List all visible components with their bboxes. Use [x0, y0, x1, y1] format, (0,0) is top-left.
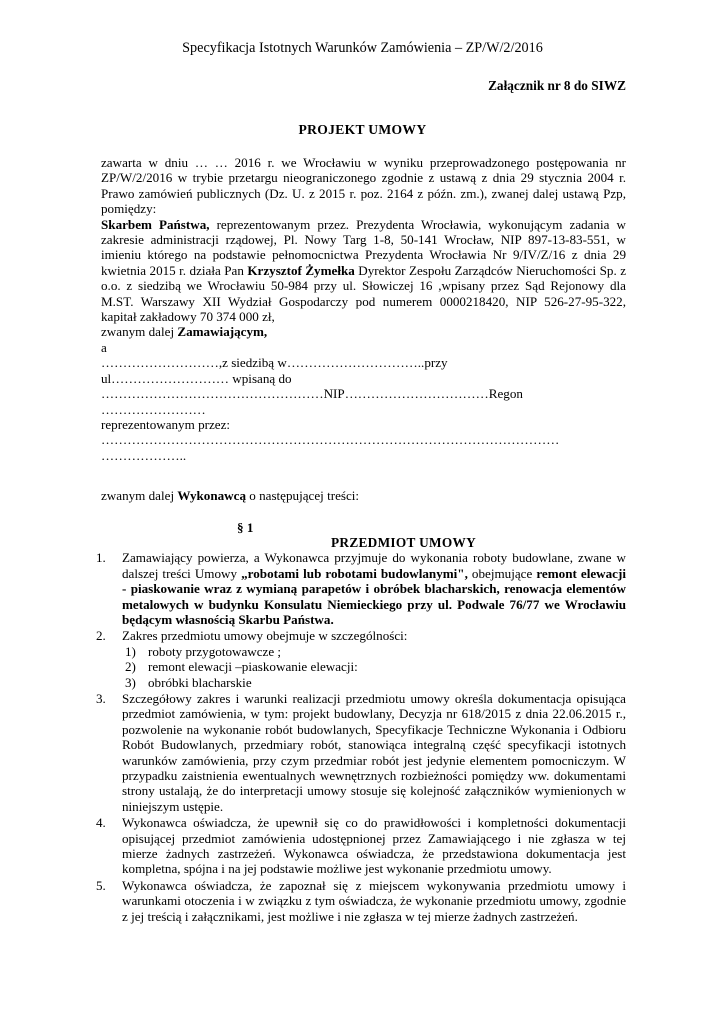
sub-list-item [122, 644, 626, 659]
document-body [96, 155, 627, 925]
represented-by: reprezentowanym przez: [101, 416, 231, 432]
party1-called-name: Zamawiającym, [177, 324, 268, 340]
party1-called [101, 324, 626, 339]
item-number: 5. [96, 877, 106, 893]
list-item [96, 877, 626, 924]
contractor-line-1: ………………………,z siedzibą w…………………………..przy [101, 355, 448, 371]
party2-called-suffix: o następującej treści: [246, 488, 360, 504]
party2-called-name: Wykonawcą [177, 488, 246, 504]
item-number: 1. [96, 550, 106, 566]
sub-list-item [122, 659, 626, 674]
sub-item-number: 1) [125, 643, 136, 659]
contractor-line-3: ……………………………………………NIP……………………………Regon [101, 386, 523, 402]
party1-person: Krzysztof Żymełka [247, 262, 355, 278]
list-item [96, 691, 626, 814]
item-bold-scope: remont elewacji - piaskowanie wraz z wymianą parapetów i obróbek blacharskich, renowacja elementów metalowych w budynku Konsulatu Niemieckiego przy ul. Podwale 76/77 we Wrocławiu będącym własnością Skarbu Państwa. [122, 565, 626, 627]
sub-item-number: 2) [125, 659, 136, 675]
item-number: 2. [96, 628, 106, 644]
item-text: Wykonawca oświadcza, że upewnił się co do prawidłowości i kompletności dokumentacji opisującej przedmiot zamówienia udostępnionej przez Zamawiającego i nie zgłasza w tej mierze żadnych zastrzeżeń. Wykonawca oświadcza, że przedstawiona dokumentacja jest kompletna, spójna i na jej podstawie możliwe jest wykonanie przedmiotu umowy. [122, 815, 626, 877]
item-bold-term: „robotami lub robotami budowlanymi", [241, 565, 468, 581]
party1-called-prefix: zwanym dalej [101, 324, 178, 340]
intro-paragraph: zawarta w dniu … … 2016 r. we Wrocławiu w wyniku przeprowadzonego postępowania nr ZP/W/2/2016 w trybie przetargu nieograniczonego zgodnie z ustawą z dnia 29 stycznia 2004 r. Prawo zamówień publicznych (Dz. U. z 2015 r. poz. 2164 z późn. zm.), zwanej dalej ustawą Pzp, pomiędzy: [101, 155, 626, 217]
section-title: PRZEDMIOT UMOWY [331, 534, 476, 550]
attachment-label: Załącznik nr 8 do SIWZ [488, 78, 626, 93]
sub-item-text: remont elewacji –piaskowanie elewacji: [148, 659, 358, 675]
party1-paragraph [101, 217, 626, 325]
list-item [96, 815, 626, 877]
contractor-line-5: …………………………………………………………………………………………… [101, 432, 560, 448]
sub-list [122, 644, 626, 690]
section-number: § 1 [237, 519, 254, 535]
section-items [96, 550, 626, 924]
item-number: 4. [96, 815, 106, 831]
conjunction: a [101, 339, 107, 355]
item-text: Wykonawca oświadcza, że zapoznał się z miejscem wykonywania przedmiotu umowy i warunkami otoczenia i w związku z tym oświadcza, że wykonanie przedmiotu umowy, zgodnie z jej treścią i załącznikami, jest możliwe i nie zgłasza w tej mierze żadnych zastrzeżeń. [122, 877, 626, 924]
sub-item-text: obróbki blacharskie [148, 674, 252, 690]
item-text: Zakres przedmiotu umowy obejmuje w szczególności: [122, 628, 408, 644]
party1-name: Skarbem Państwa, [101, 216, 210, 232]
list-item [96, 550, 626, 627]
party2-called [101, 488, 626, 503]
sub-list-item [122, 675, 626, 690]
document-title: PROJEKT UMOWY [298, 122, 427, 137]
sub-item-text: roboty przygotowawcze ; [148, 643, 282, 659]
contractor-line-2: ul……………………… wpisaną do [101, 370, 292, 386]
page-header: Specyfikacja Istotnych Warunków Zamówienia – ZP/W/2/2016 [182, 40, 543, 56]
list-item [96, 628, 626, 690]
item-text: Zamawiający powierza, a Wykonawca przyjmuje do wykonania roboty budowlane, zwane w dalszej treści Umowy [122, 550, 626, 581]
party2-called-prefix: zwanym dalej [101, 488, 178, 504]
party1-text-b: Dyrektor Zespołu Zarządców Nieruchomości Sp. z o.o. z siedzibą we Wrocławiu 50-984 przy ul. Słowiczej 16 ,wpisany przez Sąd Rejonowy dla M.ST. Warszawy XII Wydział Gospodarczy pod numerem 0000218420, NIP 526-27-95-322, kapitał zakładowy 70 374 000 zł, [101, 262, 627, 325]
contractor-line-4: …………………… [101, 401, 206, 417]
item-text-mid: obejmujące [467, 565, 537, 581]
item-text: Szczegółowy zakres i warunki realizacji przedmiotu umowy określa dokumentacja opisująca przedmiot zamówienia, w tym: projekt budowlany, Decyzja nr 618/2015 z dnia 22.06.2015 r., pozwolenie na wykonanie robót budowlanych, Specyfikacje Techniczne Wykonania i Odbioru Robót Budowlanych, przedmiary robót, stanowiąca integralną część specyfikacji istotnych warunków zamówienia, przy czym przedmiar robót jest jedynie elementem pomocniczym. W przypadku zaistnienia ewentualnych wewnętrznych rozbieżności pomiędzy ww. dokumentami strony ustalają, że do interpretacji umowy stosuje się kolejność załączników wymienionych w niniejszym ustępie. [122, 691, 626, 814]
sub-item-number: 3) [125, 674, 136, 690]
party1-text-a: reprezentowanym przez. Prezydenta Wrocławia, wykonującym zadania w zakresie administracji rządowej, Pl. Nowy Targ 1-8, 50-141 Wrocław, NIP 897-13-83-551, w imieniu którego na podstawie pełnomocnictwa Prezydenta Wrocławia Nr 9/IV/Z/16 z dnia 29 kwietnia 2015 r. działa Pan [101, 216, 626, 278]
item-number: 3. [96, 691, 106, 706]
contractor-line-6: ……………….. [101, 447, 187, 463]
